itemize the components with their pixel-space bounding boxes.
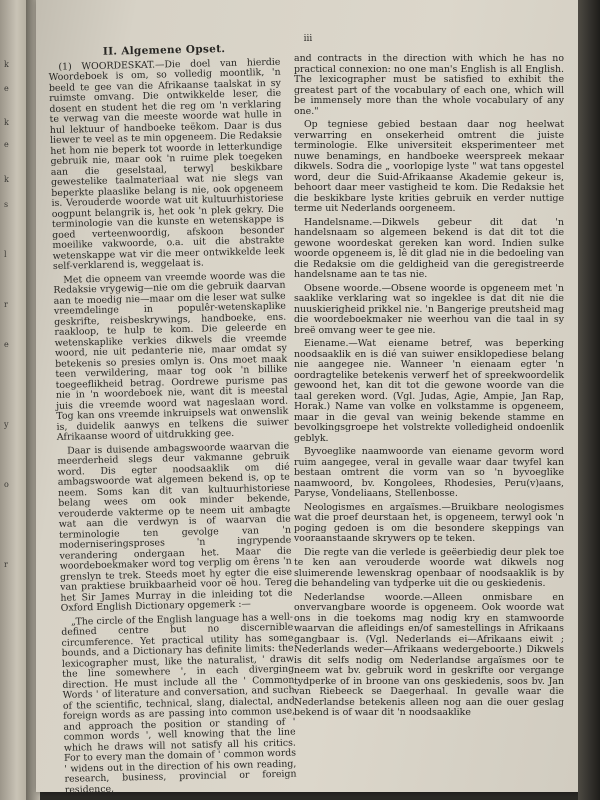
edge-letter: o xyxy=(4,480,9,489)
paragraph: Handelsname.—Dikwels gebeur dit dat 'n handelsnaam so algemeen bekend is dat dit tot die gewone woordeskat gereken kan word. Indien sulke woorde opgeneem is, lê dit glad nie in die bedoeling van die Redaksie om die geldigheid van die geregistreerde handelsname aan te tas nie. xyxy=(294,216,564,280)
paragraph: Byvoeglike naamwoorde van eiename gevorm word ruim aangegee, veral in gevalle waar daar twyfel kan bestaan omtrent die vorm van so 'n byvoeglike naamwoord, bv. Kongolees, Rhodesies, Peru(v)aans, Paryse, Vondeliaans, Stellenbosse. xyxy=(294,446,564,499)
edge-letter: k xyxy=(4,175,9,184)
paragraph: Op tegniese gebied bestaan daar nog heelwat verwarring en onsekerheid omtrent die juiste terminologie. Elke universiteit eksperimenteer met nuwe benamings, en handboeke weerspreek mekaar dikwels. Sodra die „ voorlopige lyste " wat tans opgestel word, deur die Suid-Afrikaanse Akademie gekeur is, behoort daar meer vastigheid te kom. Die Redaksie het die beskikbare lyste krities gebruik en verder nuttige terme uit Nederlands oorgeneem. xyxy=(294,119,564,214)
paragraph: (1) WOORDESKAT.—Die doel van hierdie Woordeboek is om, so volledig moontlik, 'n beeld te gee van die Afrikaanse taalskat in sy ruimste omvang. Die ontwikkelde leser, die dosent en student het die reg om 'n verklaring te verwag van die meeste woorde wat hulle in hul lektuur of handboeke teëkom. Daar is dus liewer te veel as te min opgeneem. Die Redaksie het hom nie beperk tot woorde in letterkundige gebruik nie, maar ook 'n ruime plek toegeken aan die geselstaal, terwyl beskikbare gewestelike taalmateriaal wat nie slegs van beperkte plaaslike belang is nie, ook opgeneem is. Verouderde woorde wat uit kultuurhistoriese oogpunt belangrik is, het ook 'n plek gekry. Die terminologie van die kunste en wetenskappe is goed verteenwoordig, afskoon besonder moeilike vakwoorde, o.a. uit die abstrakte wetenskappe wat vir die meer ontwikkelde leek self-verklarend is, weggelaat is. xyxy=(48,56,285,272)
section-title: II. Algemene Opset. xyxy=(102,42,226,58)
page-shadow xyxy=(578,0,600,800)
edge-letter: k xyxy=(4,118,9,127)
paragraph: Obsene woorde.—Obsene woorde is opgeneem met 'n saaklike verklaring wat so ingeklee is dat dit nie die nuuskierigheid prikkel nie. 'n Bangerige preutsheid mag die woordeboekmaker nie weerhou van die taal in sy breë omvang weer te gee nie. xyxy=(294,282,564,336)
edge-letter: k xyxy=(4,60,9,69)
quote-paragraph: „The circle of the English language has a well-defined centre but no discernible circumference. Yet practical utility has some bounds, and a Dictionary has definite limits: the lexicographer must, like the naturalist, ' draw the line somewhere ', in each diverging direction. He must include all the ' Common Words ' of literature and conversation, and such of the scientific, technical, slang, dialectal, and foreign words as are passing into common use, and approach the position or standing of ' common words ', well knowing that the line which he draws will not satisfy all his critics. For to every man the domain of ' common words ' widens out in the direction of his own reading, research, business, provincial or foreign residence, xyxy=(61,611,297,796)
paragraph: Die regte van die verlede is geëerbiedig deur plek toe te ken aan verouderde woorde wat dikwels nog sluimerende lewenskrag openbaar of noodsaaklik is by die behandeling van tydperke uit die ou geskiedenis. xyxy=(294,546,564,589)
edge-letter: r xyxy=(4,560,8,569)
book-page xyxy=(36,0,580,796)
page-number: iii xyxy=(303,34,313,44)
edge-letter: r xyxy=(4,300,8,309)
edge-letter: e xyxy=(4,340,9,349)
edge-letter: e xyxy=(4,140,9,149)
paragraph: and contracts in the direction with which he has no practical connexion: no one man's English is all English. The lexicographer must be satisfied to exhibit the greatest part of the vocabulary of each one, which will be immensely more than the whole vocabulary of any one." xyxy=(294,53,564,117)
right-column xyxy=(294,54,564,722)
paragraph: Eiename.—Wat eiename betref, was beperking noodsaaklik en is dié van suiwer ensiklopediese belang nie aangegee nie. Wanneer 'n eienaam egter 'n oordragtelike betekenis verwerf het of spreekwoordelik gewoond het, kan dit tot die gewone woorde van die taal gereken word. (Vgl. Judas, Agie, Ampie, Jan Rap, Horak.) Name van volke en volkstamme is opgeneem, maar in die geval van weinig bekende stamme en bevolkingsgroepe het volstrekte volledigheid ondoenlik geblyk. xyxy=(294,338,564,444)
paragraph: Met die opneem van vreemde woorde was die Redaksie vrygewig—nie om die gebruik daarvan aan te moedig nie—maar om die leser wat sulke vreemdelinge in populêr-wetenskaplike geskrifte, reisbeskrywings, handboeke, ens. raakloop, te hulp te kom. Die geleerde en wetenskaplike verkies dikwels die vreemde woord, nie uit pedanterie nie, maar omdat sy betekenis so presies omlyn is. Ons moet maak teen verwildering, maar tog ook 'n billike toegeeflikheid betrag. Oordrewe purisme pas nie in 'n woordeboek nie, want dit is meestal juis die vreemde woord wat nageslaan word. Tog kan ons vreemde inkruipsels wat onwenslik is, duidelik aanwys en telkens die suiwer Afrikaanse woord of uitdrukking gee. xyxy=(53,269,289,443)
edge-letter: y xyxy=(4,420,9,429)
paragraph: Daar is duisende ambagswoorde waarvan die meerderheid slegs deur vakmanne gebruik word. Dis egter noodsaaklik om dié ambagswoorde wat algemeen bekend is, op te neem. Soms kan dit van kultuurhistoriese belang wees om ook minder bekende, verouderde vakterme op te neem uit ambagte wat aan die verdwyn is of waarvan die terminologie ten gevolge van 'n moderniseringsproses 'n ingrypende verandering ondergaan het. Maar die woordeboekmaker word tog verplig om êrens 'n grenslyn te trek. Steeds moet hy egter die eise van praktiese bruikbaarheid voor oë hou. Tereg het Sir James Murray in die inleiding tot die Oxford English Dictionary opgemerk :— xyxy=(57,440,293,614)
edge-letter: l xyxy=(4,250,7,259)
edge-letter: e xyxy=(4,84,9,93)
paragraph: Neologismes en argaïsmes.—Bruikbare neologismes wat die proef deurstaan het, is opgeneem, terwyl ook 'n poging gedoen is om die besondere skeppings van vooraanstaande skrywers op te teken. xyxy=(294,501,564,544)
left-column xyxy=(48,43,297,799)
edge-letter: s xyxy=(4,200,9,209)
paragraph: Nederlandse woorde.—Alleen onmisbare en onvervangbare woorde is opgeneem. Ook woorde wat ons in die toekoms mag nodig kry en stamwoorde waarvan die afleidings en/of samestellings in Afrikaans gangbaar is. (Vgl. Nederlands ei—Afrikaans eiwit ; Nederlands weder—Afrikaans wedergeboorte.) Dikwels is dit selfs nodig om Nederlandse argaïsmes oor te neem wat bv. gebruik word in geskrifte oor vergange tydperke of in broone van ons geskiedenis, soos bv. Jan van Riebeeck se Daegerhaal. In gevalle waar die Nederlandse betekenis alleen nog aan die ouer geslag bekend is of waar dit 'n noodsaaklike xyxy=(294,591,564,718)
left-page-edge xyxy=(0,0,28,800)
